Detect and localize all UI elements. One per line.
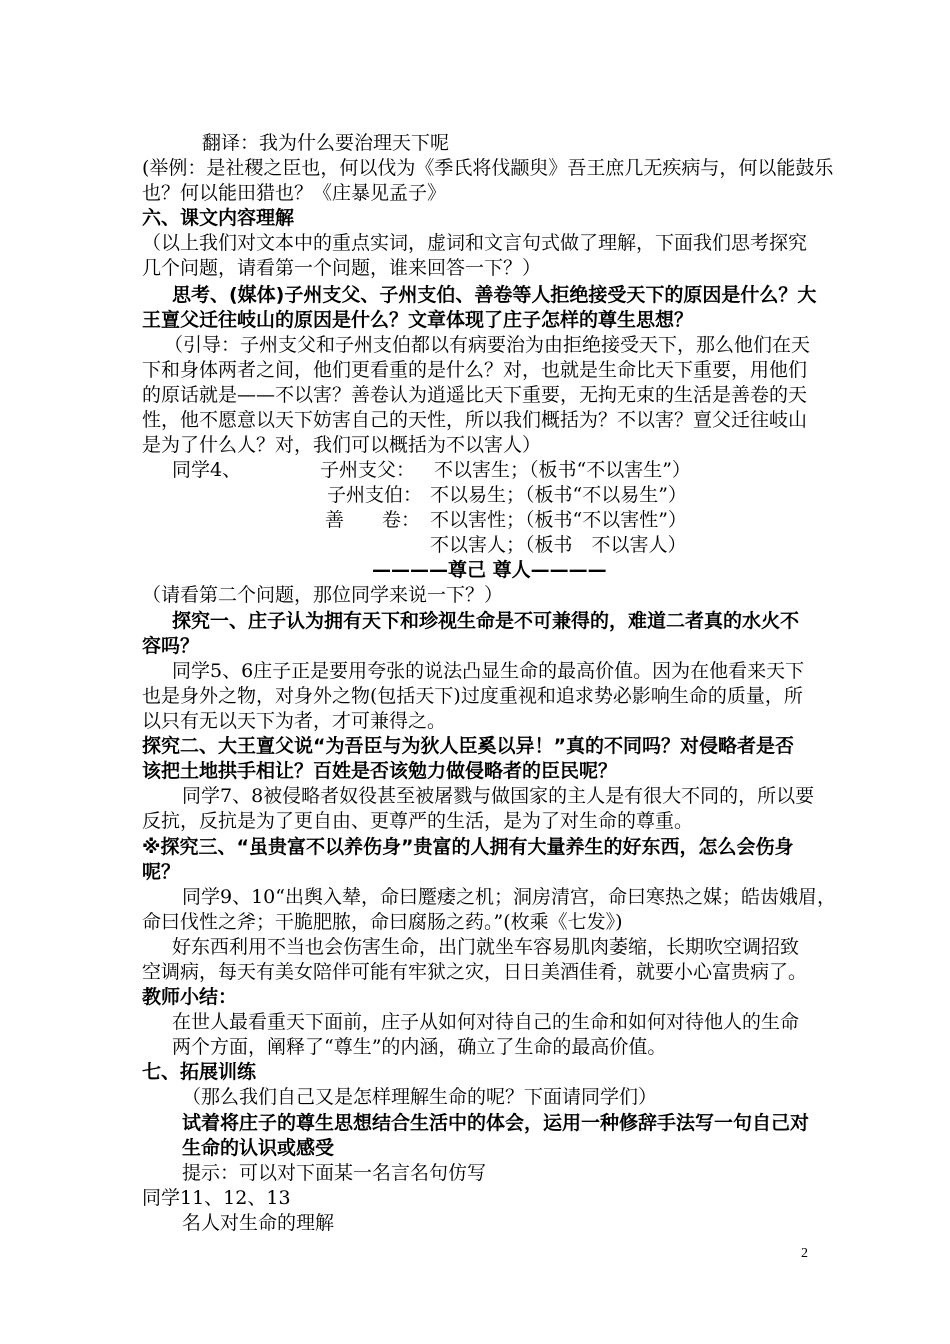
paragraph-line: （以上我们对文本中的重点实词，虚词和文言句式做了理解，下面我们思考探究 xyxy=(142,232,808,254)
summary-line: 在世人最看重天下面前，庄子从如何对待自己的生命和如何对待他人的生命 xyxy=(172,1011,800,1033)
inquiry-3-line: ※探究三、“虽贵富不以养伤身”贵富的人拥有大量养生的好东西，怎么会伤身 xyxy=(142,836,794,858)
translation-line: 翻译：我为什么要治理天下呢 xyxy=(202,132,450,154)
answer-line: 同学5、6庄子正是要用夸张的说法凸显生命的最高价值。因为在他看来天下 xyxy=(172,660,805,682)
paragraph-line: 几个问题，请看第一个问题，谁来回答一下？） xyxy=(142,257,542,279)
task-line: 生命的认识或感受 xyxy=(182,1137,335,1159)
inquiry-2-line: 探究二、大王亶父说“为吾臣与为狄人臣奚以异！”真的不同吗？对侵略者是否 xyxy=(142,735,794,757)
answer-line: 好东西利用不当也会伤害生命，出门就坐车容易肌肉萎缩，长期吹空调招致 xyxy=(172,936,800,958)
board-note: 不以害生；（板书“不以害生”） xyxy=(434,459,691,481)
section-heading-6: 六、课文内容理解 xyxy=(142,207,295,229)
inquiry-1-line: 容吗？ xyxy=(142,635,200,657)
question-line: 王亶父迁往岐山的原因是什么？文章体现了庄子怎样的尊生思想？ xyxy=(142,309,694,331)
page-number: 2 xyxy=(801,1246,808,1261)
answer-line: 同学9、10“出舆入辇，命曰蹷痿之机；洞房清宫，命曰寒热之媒；皓齿娥眉， xyxy=(182,886,836,908)
inquiry-1-line: 探究一、庄子认为拥有天下和珍视生命是不可兼得的，难道二者真的水火不 xyxy=(172,610,800,632)
board-name: 善 卷： xyxy=(325,509,421,531)
board-name: 子州支父： xyxy=(320,459,416,481)
guide-line: （引导：子州支父和子州支伯都以有病要治为由拒绝接受天下，那么他们在天 xyxy=(164,334,811,356)
example-line-1: (举例：是社稷之臣也，何以伐为《季氏将伐颛臾》吾王庶几无疾病与，何以能鼓乐 xyxy=(142,157,834,179)
example-line-2: 也？何以能田猎也？《庄暴见孟子》 xyxy=(142,182,447,204)
inquiry-3-line: 呢？ xyxy=(142,861,181,883)
board-note: 不以害性；（板书“不以害性”） xyxy=(430,509,687,531)
inquiry-2-line: 该把土地拱手相让？百姓是否该勉力做侵略者的臣民呢？ xyxy=(142,760,618,782)
paragraph-line: 名人对生命的理解 xyxy=(182,1212,335,1234)
paragraph-line: （那么我们自己又是怎样理解生命的呢？下面请同学们） xyxy=(182,1086,658,1108)
answer-line: 反抗，反抗是为了更自由、更尊严的生活，是为了对生命的尊重。 xyxy=(142,810,694,832)
answer-line: 同学7、8被侵略者奴役甚至被屠戮与做国家的主人是有很大不同的，所以要 xyxy=(182,785,815,807)
paragraph-line: （请看第二个问题，那位同学来说一下？） xyxy=(142,584,504,606)
section-heading-7: 七、拓展训练 xyxy=(142,1061,257,1083)
teacher-summary-heading: 教师小结： xyxy=(142,986,238,1008)
student-label: 同学4、 xyxy=(172,459,242,481)
guide-line: 是为了什么人？对，我们可以概括为不以害人） xyxy=(142,434,542,456)
guide-line: 下和身体两者之间，他们更看重的是什么？对，也就是生命比天下重要，用他们 xyxy=(142,359,808,381)
student-label: 同学11、12、13 xyxy=(142,1187,291,1209)
board-summary: ————尊己 尊人———— xyxy=(372,559,607,581)
task-line: 试着将庄子的尊生思想结合生活中的体会，运用一种修辞手法写一句自己对 xyxy=(182,1112,810,1134)
board-note: 不以害人；（板书 不以害人） xyxy=(430,534,687,556)
guide-line: 性，他不愿意以天下妨害自己的天性，所以我们概括为？不以害？亶父迁往岐山 xyxy=(142,409,808,431)
answer-line: 空调病，每天有美女陪伴可能有牢狱之灾，日日美酒佳肴，就要小心富贵病了。 xyxy=(142,961,808,983)
answer-line: 以只有无以天下为者，才可兼得之。 xyxy=(142,710,447,732)
answer-line: 也是身外之物，对身外之物(包括天下)过度重视和追求势必影响生命的质量，所 xyxy=(142,685,803,707)
summary-line: 两个方面，阐释了“尊生”的内涵，确立了生命的最高价值。 xyxy=(172,1036,667,1058)
board-name: 子州支伯： xyxy=(327,484,423,506)
board-note: 不以易生；（板书“不以易生”） xyxy=(430,484,687,506)
question-line: 思考、(媒体)子州支父、子州支伯、善卷等人拒绝接受天下的原因是什么？大 xyxy=(172,284,817,306)
hint-line: 提示：可以对下面某一名言名句仿写 xyxy=(182,1162,487,1184)
answer-line: 命曰伐性之斧；干脆肥脓，命曰腐肠之药。”(枚乘《七发》) xyxy=(142,911,623,933)
guide-line: 的原话就是——不以害？善卷认为逍遥比天下重要，无拘无束的生活是善卷的天 xyxy=(142,384,808,406)
